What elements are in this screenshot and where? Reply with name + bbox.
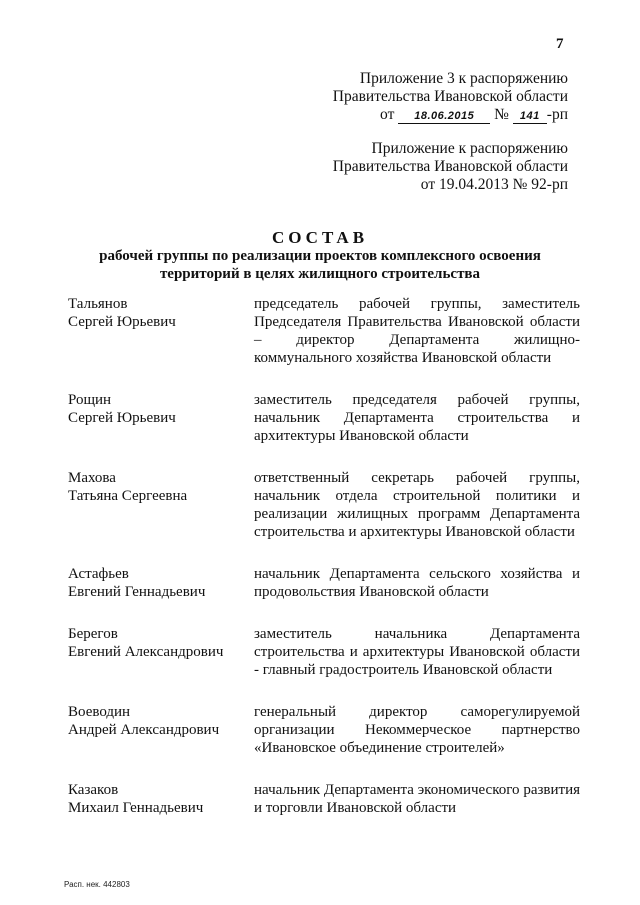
member-surname: Тальянов <box>68 296 128 312</box>
subtitle-line2: территорий в целях жилищного строительства <box>159 266 481 282</box>
annex-number-suffix: -рп <box>546 106 568 123</box>
member-given-name: Сергей Юрьевич <box>68 410 176 426</box>
annex-original-line1: Приложение к распоряжению <box>371 140 568 157</box>
member-role: председатель рабочей группы, заместитель Председателя Правительства Ивановской области – директор Департамента жилищно-коммунального хозяйства Ивановской области <box>254 296 580 366</box>
member-name <box>68 625 254 679</box>
member-surname: Берегов <box>68 626 118 642</box>
annex-original-line2: Правительства Ивановской области <box>332 158 568 175</box>
member-role: начальник Департамента экономического развития и торговли Ивановской области <box>254 782 580 816</box>
member-name <box>68 781 254 817</box>
member-name <box>68 565 254 601</box>
annex-current-line1: Приложение 3 к распоряжению <box>359 70 568 87</box>
member-role: ответственный секретарь рабочей группы, начальник отдела строительной политики и реализации жилищных программ Департамента строительства и архитектуры Ивановской области <box>254 470 580 540</box>
annex-from-label: от <box>380 106 395 123</box>
member-name <box>68 703 254 757</box>
member-given-name: Михаил Геннадьевич <box>68 800 204 816</box>
member-given-name: Татьяна Сергеевна <box>68 488 188 504</box>
member-row <box>68 781 580 817</box>
member-role: заместитель начальника Департамента строительства и архитектуры Ивановской области - главный градостроитель Ивановской области <box>254 626 580 678</box>
members-list <box>68 295 580 841</box>
member-given-name: Евгений Александрович <box>68 644 224 660</box>
member-given-name: Евгений Геннадьевич <box>68 584 206 600</box>
page-number: 7 <box>556 36 564 52</box>
subtitle-line1: рабочей группы по реализации проектов комплексного освоения <box>99 248 541 264</box>
member-role: заместитель председателя рабочей группы, начальник Департамента строительства и архитектуры Ивановской области <box>254 392 580 444</box>
member-name <box>68 295 254 367</box>
member-role: генеральный директор саморегулируемой организации Некоммерческое партнерство «Ивановское объединение строителей» <box>254 704 580 756</box>
document-subtitle <box>60 247 580 283</box>
member-surname: Астафьев <box>68 566 129 582</box>
member-row <box>68 703 580 757</box>
member-given-name: Андрей Александрович <box>68 722 220 738</box>
member-surname: Воеводин <box>68 704 131 720</box>
annex-original-line3: от 19.04.2013 № 92-рп <box>420 176 568 193</box>
member-name <box>68 469 254 541</box>
member-row <box>68 295 580 367</box>
member-surname: Рощин <box>68 392 112 408</box>
member-name <box>68 391 254 445</box>
annex-current-line3 <box>333 106 568 124</box>
member-row <box>68 391 580 445</box>
document-title: СОСТАВ <box>271 228 369 247</box>
member-row <box>68 565 580 601</box>
member-row <box>68 469 580 541</box>
annex-original-header <box>333 140 568 194</box>
member-surname: Махова <box>68 470 116 486</box>
member-given-name: Сергей Юрьевич <box>68 314 176 330</box>
handwritten-number: 141 <box>513 109 547 124</box>
member-role: начальник Департамента сельского хозяйства и продовольствия Ивановской области <box>254 566 580 600</box>
handwritten-date: 18.06.2015 <box>398 109 490 124</box>
member-row <box>68 625 580 679</box>
annex-current-line2: Правительства Ивановской области <box>332 88 568 105</box>
footer-print-code: Расп. нек. 442803 <box>64 880 130 889</box>
annex-current-header <box>333 70 568 124</box>
member-surname: Казаков <box>68 782 119 798</box>
annex-number-label: № <box>494 106 509 123</box>
